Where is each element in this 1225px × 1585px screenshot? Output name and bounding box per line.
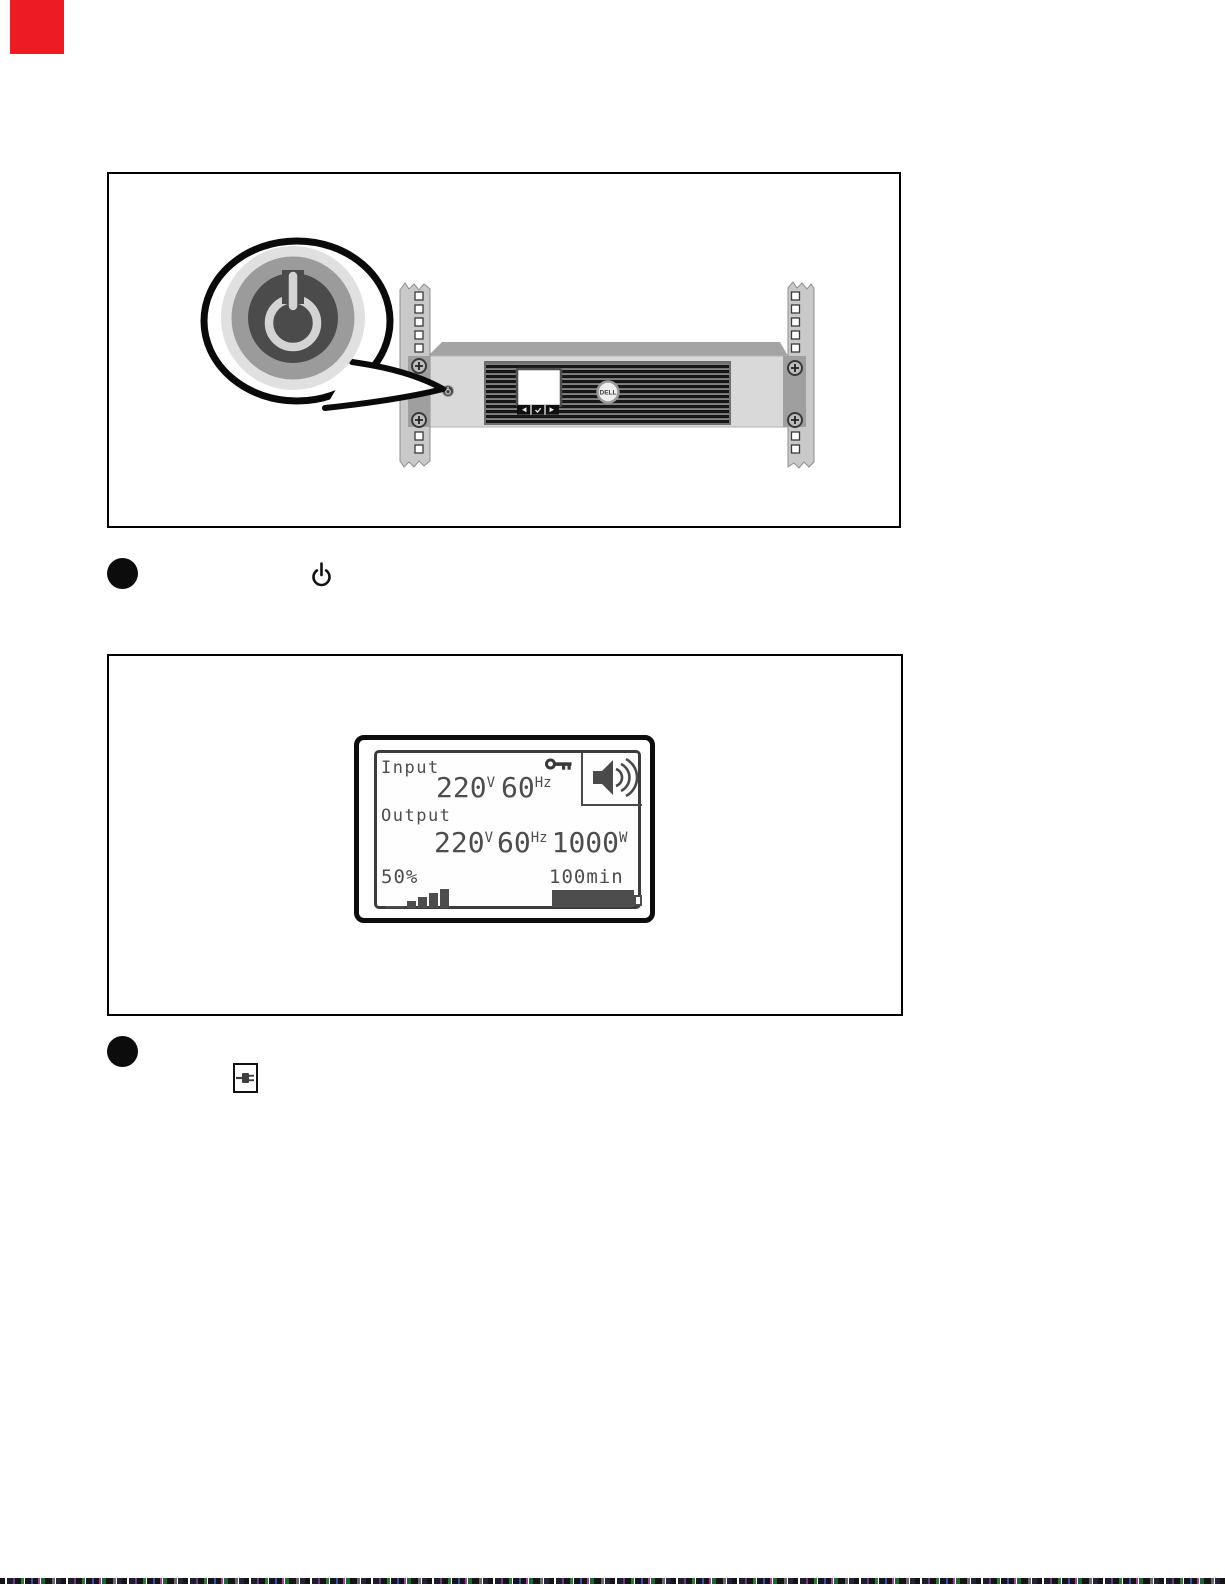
lcd-output-label: Output [381,806,452,826]
lcd-input-values [436,771,552,804]
battery-load-percent: 50% [381,866,419,888]
screw-icon [788,361,802,375]
power-icon [311,562,332,588]
ac-plug-icon [235,1065,256,1091]
front-control-buttons [517,405,559,415]
step-marker-1 [107,558,138,589]
step-marker-2 [107,1036,138,1067]
output-voltage: 220 [434,826,485,859]
load-bar-chart [385,889,449,908]
power-button-closeup [221,246,365,390]
screw-icon [412,413,426,427]
runtime-value: 100 [549,866,587,888]
page-bottom-torn-edge [0,1578,1225,1584]
dell-logo [598,382,619,403]
front-lcd [517,369,561,406]
dell-logo-text: DELL [599,389,617,397]
front-vent-panel [485,362,730,424]
output-frequency-unit: Hz [530,830,548,846]
output-power: 1000 [551,826,620,859]
screw-icon [412,359,426,373]
ups-rack-illustration [109,174,899,526]
battery-charge-bar [552,890,634,907]
runtime-unit: min [586,866,624,888]
key-icon [545,758,573,772]
output-voltage-unit: V [484,830,494,846]
lcd-screen [374,750,641,909]
ac-plug-box [233,1063,258,1093]
input-frequency: 60 [501,771,535,804]
lcd-output-values [434,826,628,859]
screw-icon [788,413,802,427]
lcd-input-label: Input [381,758,440,778]
input-voltage: 220 [436,771,487,804]
alarm-speaker-box [581,753,642,806]
output-frequency: 60 [497,826,531,859]
figure-ups-rack [107,172,901,528]
battery-terminal [634,895,642,906]
battery-runtime [549,868,624,887]
input-voltage-unit: V [486,775,496,791]
alarm-speaker-icon [583,753,640,802]
page-corner-marker [10,0,64,54]
output-power-unit: W [619,830,628,846]
input-frequency-unit: Hz [534,775,552,791]
